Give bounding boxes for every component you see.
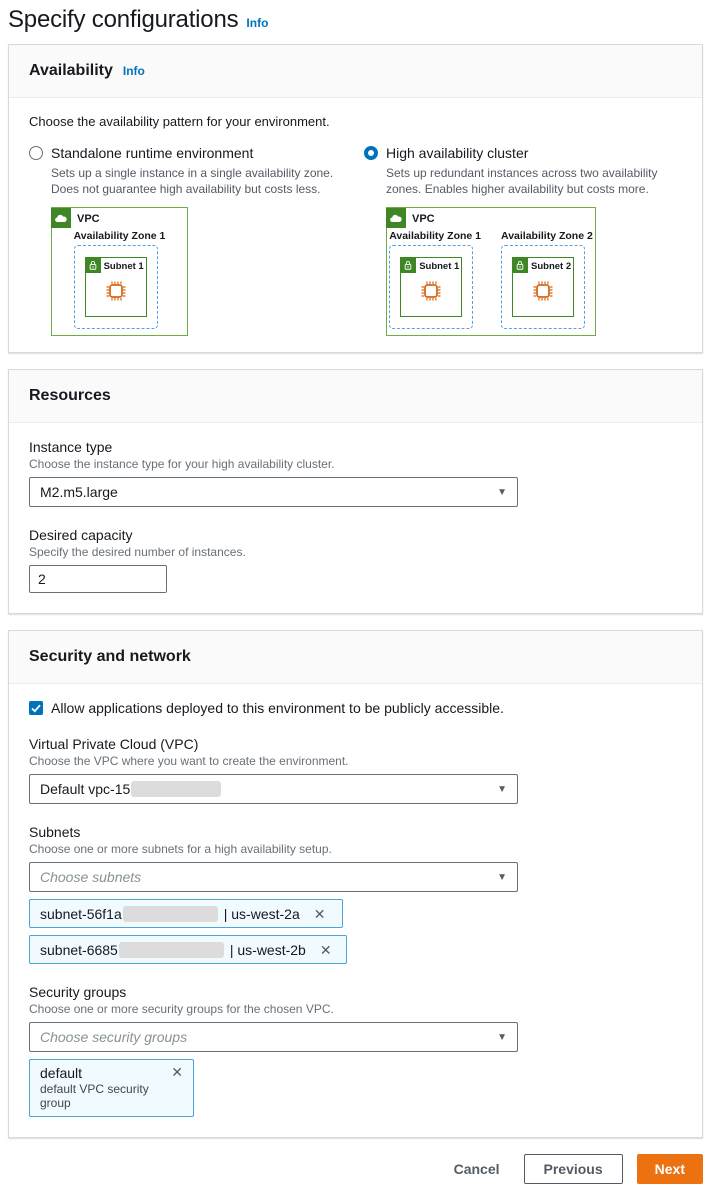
subnet-box xyxy=(85,257,147,317)
vpc-head xyxy=(52,209,187,228)
az-label: Availability Zone 2 xyxy=(501,230,593,242)
az-dashed-border xyxy=(74,245,158,329)
vpc-description: Choose the VPC where you want to create the environment. xyxy=(29,754,349,768)
chevron-down-icon: ▼ xyxy=(497,871,507,883)
security-groups-select[interactable] xyxy=(29,1022,518,1052)
subnet-lock-icon xyxy=(400,257,416,273)
vpc-cloud-icon xyxy=(386,208,406,228)
subnet-token-id: subnet-6685 xyxy=(40,941,118,958)
page-title: Specify configurations xyxy=(8,6,239,33)
chevron-down-icon: ▼ xyxy=(497,783,507,795)
subnet-label: Subnet 1 xyxy=(103,261,144,272)
option-high-availability xyxy=(364,145,682,336)
security-group-name: default xyxy=(40,1065,83,1081)
subnet-token-az: | us-west-2b xyxy=(229,941,306,958)
instance-type-description: Choose the instance type for your high availability cluster. xyxy=(29,457,335,471)
remove-subnet-icon[interactable]: ✕ xyxy=(313,905,326,922)
public-access-label[interactable]: Allow applications deployed to this environment to be publicly accessible. xyxy=(51,700,504,716)
vpc-value-redaction xyxy=(131,781,221,797)
previous-button[interactable]: Previous xyxy=(524,1154,623,1184)
subnets-label: Subnets xyxy=(29,824,81,840)
subnets-placeholder: Choose subnets xyxy=(40,869,142,885)
availability-info-link[interactable]: Info xyxy=(122,64,145,78)
public-access-checkbox[interactable] xyxy=(29,701,43,715)
vpc-head xyxy=(387,209,595,228)
availability-zone-2 xyxy=(501,230,593,329)
availability-options xyxy=(29,145,682,336)
ha-description: Sets up redundant instances across two availability zones. Enables higher availability but costs more. xyxy=(386,166,658,196)
ha-radio-button[interactable] xyxy=(364,146,378,160)
ha-radio-label[interactable]: High availability cluster xyxy=(386,145,529,161)
page-header xyxy=(8,6,703,34)
instance-type-value: M2.m5.large xyxy=(40,484,118,500)
desired-capacity-description: Specify the desired number of instances. xyxy=(29,545,246,559)
security-groups-description: Choose one or more security groups for the chosen VPC. xyxy=(29,1002,334,1016)
ha-radio-row[interactable] xyxy=(364,145,682,161)
az-dashed-border xyxy=(501,245,585,329)
availability-zone-1 xyxy=(389,230,481,329)
subnets-select[interactable] xyxy=(29,862,518,892)
standalone-radio-label[interactable]: Standalone runtime environment xyxy=(51,145,254,161)
security-group-description: default VPC security group xyxy=(40,1082,149,1110)
az-dashed-border xyxy=(389,245,473,329)
subnet-box xyxy=(512,257,574,317)
security-groups-placeholder: Choose security groups xyxy=(40,1029,188,1045)
option-standalone xyxy=(29,145,364,336)
subnet-token-id: subnet-56f1a xyxy=(40,905,122,922)
subnet-label: Subnet 1 xyxy=(419,261,460,272)
az-label: Availability Zone 1 xyxy=(73,230,166,242)
ha-diagram xyxy=(386,207,596,336)
resources-section xyxy=(8,369,703,614)
subnet-lock-icon xyxy=(85,257,101,273)
vpc-cloud-icon xyxy=(51,208,71,228)
az-label: Availability Zone 1 xyxy=(389,230,481,242)
vpc-label: VPC xyxy=(77,213,100,225)
standalone-diagram xyxy=(51,207,188,336)
subnet-box xyxy=(400,257,462,317)
vpc-value: Default vpc-15 xyxy=(40,781,131,797)
security-groups-field xyxy=(29,984,682,1117)
subnets-field xyxy=(29,824,682,964)
availability-body xyxy=(9,98,702,352)
instance-type-select[interactable] xyxy=(29,477,518,507)
security-group-token xyxy=(29,1059,194,1117)
availability-title: Availability xyxy=(29,62,113,79)
desired-capacity-label: Desired capacity xyxy=(29,527,133,543)
security-groups-label: Security groups xyxy=(29,984,127,1000)
remove-subnet-icon[interactable]: ✕ xyxy=(319,941,332,958)
security-network-header xyxy=(9,631,702,684)
instance-type-field xyxy=(29,439,682,507)
instance-type-label: Instance type xyxy=(29,439,113,455)
instance-chip-icon xyxy=(513,279,573,303)
standalone-radio-button[interactable] xyxy=(29,146,43,160)
instance-chip-icon xyxy=(401,279,461,303)
subnet-token-redaction xyxy=(123,906,218,922)
subnet-lock-icon xyxy=(512,257,528,273)
instance-chip-icon xyxy=(86,279,146,303)
resources-header xyxy=(9,370,702,423)
standalone-description: Sets up a single instance in a single availability zone. Does not guarantee high availability but costs less. xyxy=(51,166,334,196)
public-access-row[interactable] xyxy=(29,700,682,716)
next-button[interactable]: Next xyxy=(637,1154,703,1184)
vpc-select[interactable] xyxy=(29,774,518,804)
resources-title: Resources xyxy=(29,387,111,404)
standalone-radio-row[interactable] xyxy=(29,145,364,161)
chevron-down-icon: ▼ xyxy=(497,486,507,498)
subnet-token-1 xyxy=(29,899,343,928)
subnet-label: Subnet 2 xyxy=(531,261,572,272)
vpc-field xyxy=(29,736,682,804)
page-info-link[interactable]: Info xyxy=(246,16,269,30)
availability-zone xyxy=(74,230,166,329)
cancel-button[interactable]: Cancel xyxy=(444,1154,510,1184)
availability-header xyxy=(9,45,702,98)
availability-intro: Choose the availability pattern for your environment. xyxy=(29,114,330,129)
subnet-token-redaction xyxy=(119,942,224,958)
subnet-token-2 xyxy=(29,935,347,964)
subnet-token-az: | us-west-2a xyxy=(223,905,300,922)
desired-capacity-input[interactable] xyxy=(29,565,167,593)
wizard-footer xyxy=(8,1154,703,1184)
vpc-label: Virtual Private Cloud (VPC) xyxy=(29,736,199,752)
subnets-description: Choose one or more subnets for a high availability setup. xyxy=(29,842,332,856)
vpc-label: VPC xyxy=(412,213,435,225)
security-network-section xyxy=(8,630,703,1138)
chevron-down-icon: ▼ xyxy=(497,1031,507,1043)
availability-section xyxy=(8,44,703,353)
remove-security-group-icon[interactable]: ✕ xyxy=(171,1064,183,1080)
desired-capacity-field xyxy=(29,527,682,593)
security-network-title: Security and network xyxy=(29,648,191,665)
